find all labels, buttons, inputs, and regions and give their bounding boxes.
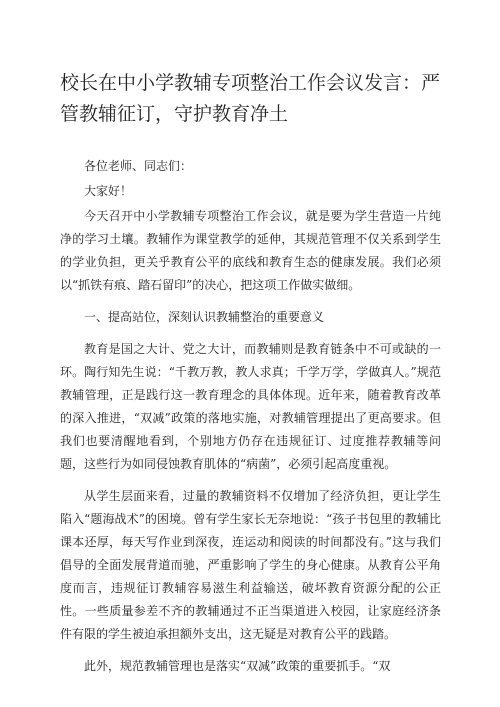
document-body [60, 155, 441, 687]
paragraph-significance: 教育是国之大计、党之大计，而教辅则是教育链条中不可或缺的一环。陶行知先生说：“千教万教，教人求真；千学万学，学做真人。”规范教辅管理，正是践行这一教育理念的具体体现。近年来，随着教育改革的深入推进，“双减”政策的落地实施，对教辅管理提出了更高要求。但我们也要清醒地看到，个别地方仍存在违规征订、过度推荐教辅等问题，这些行为如同侵蚀教育肌体的“病菌”，必须引起高度重视。 [60, 342, 441, 471]
document-title: 校长在中小学教辅专项整治工作会议发言：严管教辅征订，守护教育净土 [60, 72, 441, 125]
paragraph-double-reduction: 此外，规范教辅管理也是落实“双减”政策的重要抓手。“双 [84, 659, 391, 673]
salutation: 各位老师、同志们： [84, 159, 193, 173]
section-heading-1: 一、提高站位，深刻认识教辅整治的重要意义 [84, 310, 325, 324]
paragraph-student-level: 从学生层面来看，过量的教辅资料不仅增加了经济负担，更让学生陷入“题海战术”的困境。曾有学生家长无奈地说：“孩子书包里的教辅比课本还厚，每天写作业到深夜，连运动和阅读的时间都没有。”这与我们倡导的全面发展背道而驰，严重影响了学生的身心健康。从教育公平角度而言，违规征订教辅容易滋生利益输送，破坏教育资源分配的公正性。一些质量参差不齐的教辅通过不正当渠道进入校园，让家庭经济条件有限的学生被迫承担额外支出，这无疑是对教育公平的践踏。 [60, 489, 441, 641]
greeting: 大家好！ [84, 184, 133, 198]
paragraph-intro: 今天召开中小学教辅专项整治工作会议，就是要为学生营造一片纯净的学习土壤。教辅作为课堂教学的延伸，其规范管理不仅关系到学生的学业负担，更关乎教育公平的底线和教育生态的健康发展。我们必须以“抓铁有痕、踏石留印”的决心，把这项工作做实做细。 [60, 209, 441, 292]
